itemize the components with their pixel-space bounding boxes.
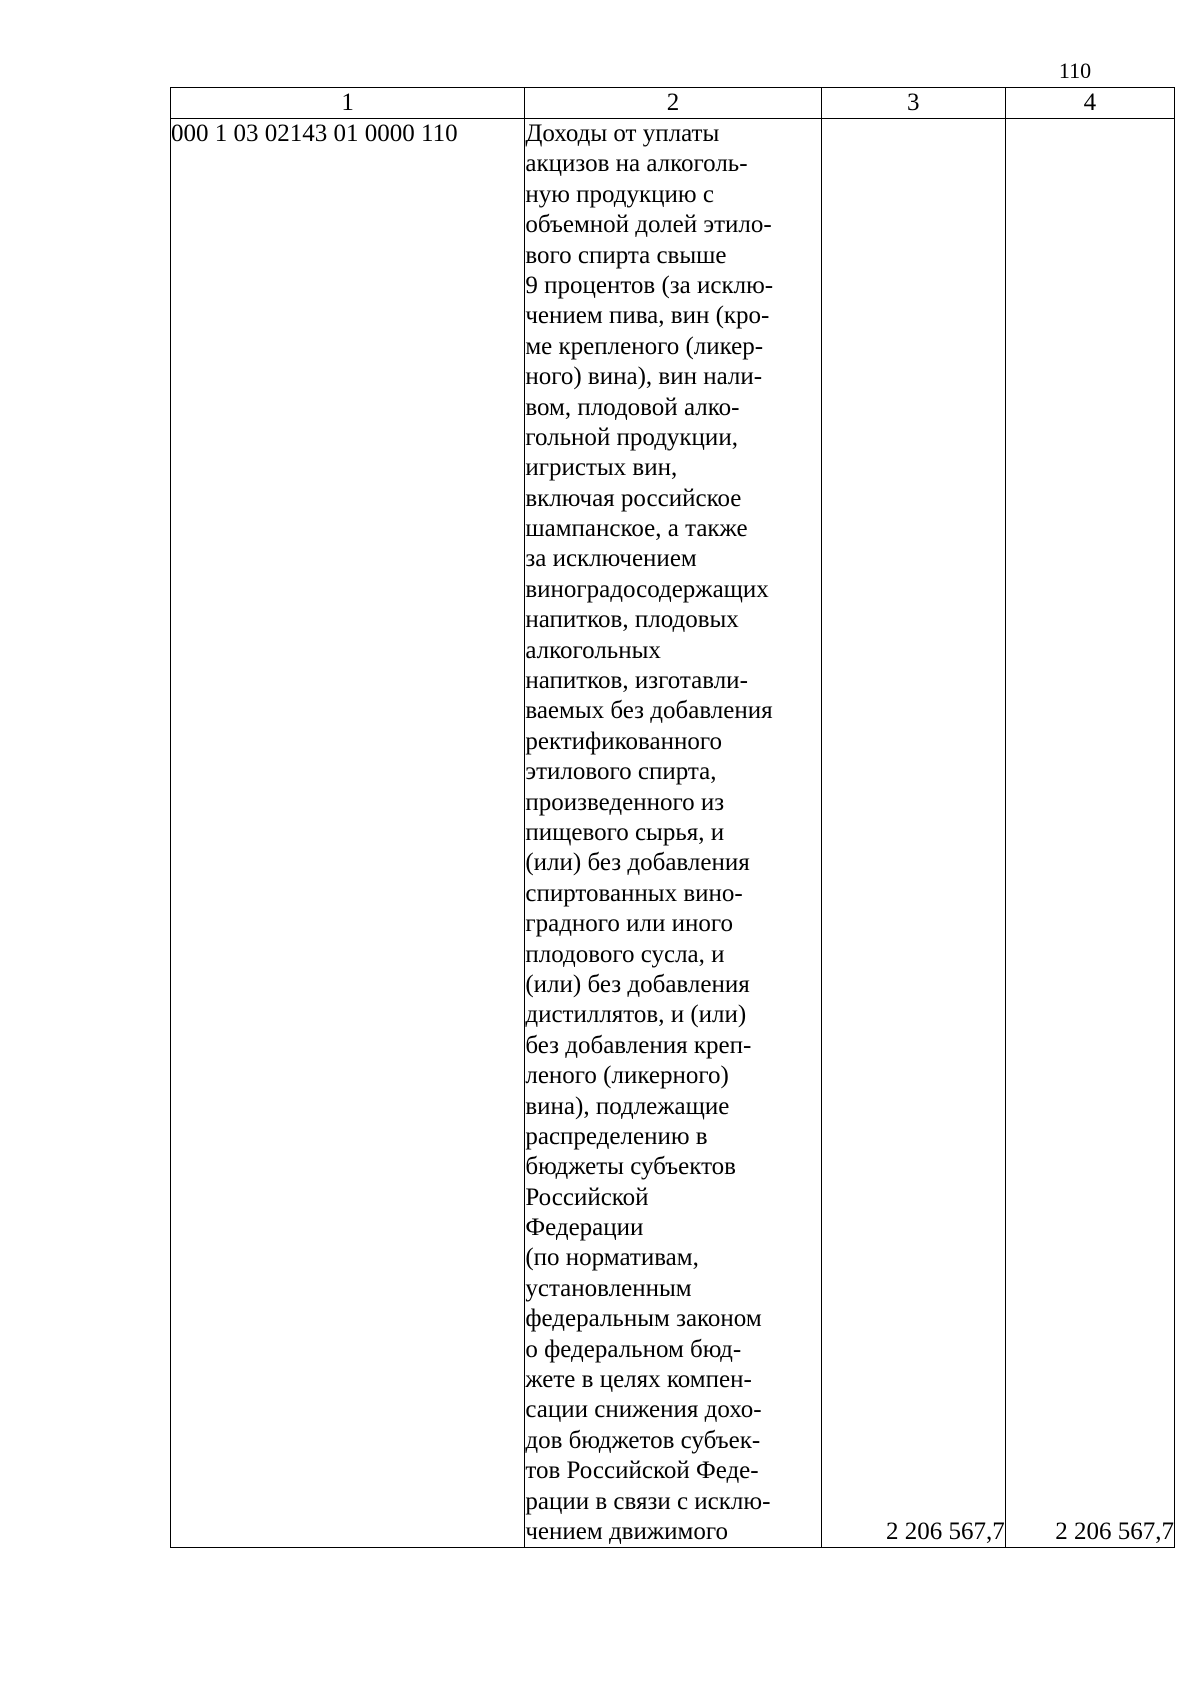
description-line: спиртованных вино- [525,879,743,907]
column-header-2: 2 [525,88,821,119]
description-line: ного) вина), вин нали- [525,363,763,391]
description-line: напитков, изготавли- [525,667,748,695]
description-line: виноградосодержащих [525,575,769,603]
description-line: о федеральном бюд- [525,1335,742,1363]
description-line: плодового сусла, и [525,940,725,968]
amount-column-3: 2 206 567,7 [821,119,1005,1548]
description-line: ную продукцию с [525,180,714,208]
description-line: за исключением [525,545,697,573]
description-line: ректификованного [525,727,722,755]
description-line: установленным [525,1274,692,1302]
description-line: федеральным законом [525,1305,762,1333]
table-header-row [171,88,1175,119]
description-line: леного (ликерного) [525,1062,729,1090]
revenue-description [525,119,821,1548]
description-line: Доходы от уплаты [525,120,720,147]
column-header-4: 4 [1005,88,1174,119]
amount-column-4: 2 206 567,7 [1005,119,1174,1548]
description-line: алкогольных [525,636,661,664]
description-line: дов бюджетов субъек- [525,1426,761,1454]
description-lines [525,119,820,1547]
column-header-3: 3 [821,88,1005,119]
table-row [171,119,1175,1548]
description-line: ме крепленого (ликер- [525,332,764,360]
description-line: гольной продукции, [525,423,738,451]
description-line: сации снижения дохо- [525,1396,762,1424]
description-line: Федерации [525,1214,644,1242]
page-number: 110 [1058,58,1092,83]
description-line: ваемых без добавления [525,697,773,725]
description-line: бюджеты субъектов [525,1153,736,1181]
description-line: вина), подлежащие [525,1092,730,1120]
description-line: (или) без добавления [525,970,750,998]
description-line: рации в связи с исклю- [525,1487,771,1515]
column-header-1: 1 [171,88,525,119]
description-line: вом, плодовой алко- [525,393,740,421]
description-line: без добавления креп- [525,1031,752,1059]
description-line: градного или иного [525,910,734,938]
description-line: напитков, плодовых [525,606,739,634]
revenue-table [170,87,1175,1548]
description-line: распределению в [525,1122,708,1150]
description-line: объемной долей этило- [525,211,772,239]
description-line: чением пива, вин (кро- [525,302,770,330]
description-line: жете в целях компен- [525,1366,752,1394]
description-line: Российской [525,1183,649,1211]
description-line: тов Российской Феде- [525,1457,759,1485]
description-line: акцизов на алкоголь- [525,150,748,178]
description-line: (или) без добавления [525,849,750,877]
description-line: игристых вин, [525,454,678,482]
budget-classification-code: 000 1 03 02143 01 0000 110 [171,119,525,1548]
description-line: 9 процентов (за исклю- [525,271,774,299]
description-line: чением движимого [525,1517,728,1545]
description-line: включая российское [525,484,742,512]
description-line: пищевого сырья, и [525,818,725,846]
description-line: произведенного из [525,788,725,816]
description-line: (по нормативам, [525,1244,699,1272]
description-line: дистиллятов, и (или) [525,1001,747,1029]
description-line: шампанское, а также [525,515,748,543]
description-line: вого спирта свыше [525,241,727,269]
description-line: этилового спирта, [525,758,717,786]
